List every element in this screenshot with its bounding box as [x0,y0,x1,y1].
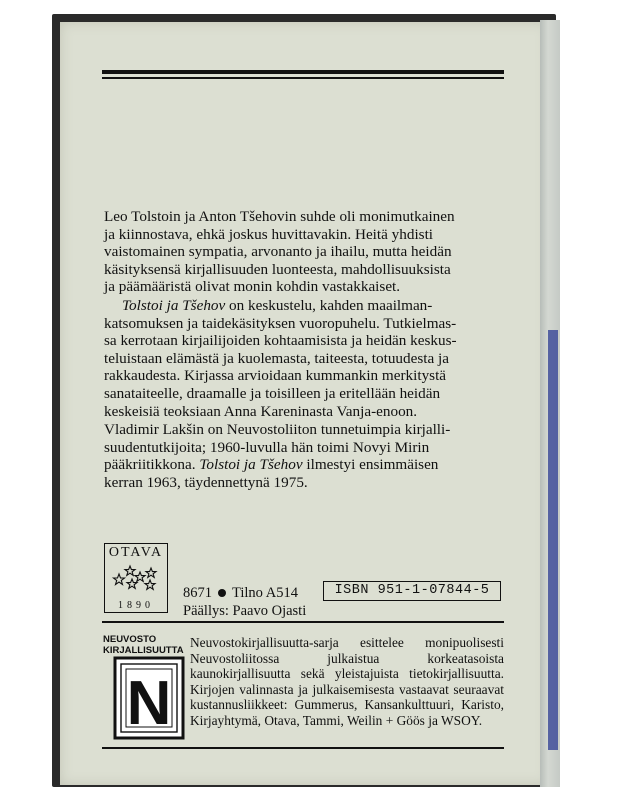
book-info [183,584,306,620]
logo-name: OTAVA [108,545,164,560]
series-description: Neuvostokirjallisuutta-sarja esittelee monipuolisesti Neuvostoliitossa julkaistua korkeatasoista kaunokirjallisuutta sekä yleistajuista tietokirjallisuutta. Kirjojen valinnasta ja julkaisemisesta vastaavat seuraavat kustannusliikkeet: Gummerus, Kansankulttuuri, Karisto, Kirjayhtymä, Otava, Tammi, Weilin + Göös ja WSOY. [190,635,504,728]
text-line: sanataiteelle, draamalle ja toisilleen ja eritellään heidän [104,384,441,402]
text-fragment: ilmestyi ensimmäisen [302,456,439,474]
text-line: sa kerrotaan kirjailijoiden kohtaamisista ja heidän keskus- [104,332,457,350]
order-number: Tilno A514 [232,585,298,601]
series-logo-line1: NEUVOSTO [103,634,157,645]
text-line: katsomuksen ja taidekäsityksen vuoropuhelu. Tutkielmas- [104,314,457,332]
text-fragment: pääkriitikkona. [104,456,200,474]
text-line: käsityksensä kirjallisuuden luonteesta, mahdollisuuksista [104,260,451,278]
text-line: kerran 1963, täydennettynä 1975. [104,473,308,491]
text-line: teluistaan elämästä ja kuolemasta, taiteesta, totuudesta ja [104,349,449,367]
description-paragraph-1 [104,208,504,296]
book-title-italic: Tolstoi ja Tšehov [199,456,303,474]
text-line: ja päämääristä olivat monin kohdin vastakkaiset. [104,278,401,296]
text-line: Vladimir Lakšin on Neuvostoliiton tunnetuimpia kirjalli- [104,421,451,438]
series-logo-letter: N [126,669,172,738]
top-rule-thick [102,70,504,74]
text-line: suudentutkijoita; 1960-luvulla hän toimi Novyi Mirin [104,438,430,456]
text-line: rakkaudesta. Kirjassa arvioidaan kummankin merkitystä [104,367,447,385]
series-logo-icon [101,632,185,740]
series-logo-line2: KIRJALLISUUTTA [103,645,184,656]
middle-rule [102,621,504,623]
text-line: vaistomainen sympatia, arvonanto ja ihailu, mutta heidän [104,243,452,261]
otava-logo [104,543,168,613]
book-title-italic: Tolstoi ja Tšehov [122,297,226,314]
description-paragraph-2 [104,297,504,420]
cover-credit: Päällys: Paavo Ojasti [183,603,307,619]
stars-icon [111,562,161,592]
logo-year: 1890 [118,600,154,611]
info-row [183,584,306,602]
text-line: ja kiinnostava, ehkä joskus huvittavakin. Heitä yhdisti [104,225,434,243]
top-rule-thin [102,77,504,79]
isbn-box: ISBN 951-1-07844-5 [323,581,501,601]
author-bio [104,421,504,491]
spine-color-strip [548,330,558,750]
text-fragment: on keskustelu, kahden maailman- [225,297,433,314]
text-line [104,297,504,315]
bullet-icon [218,589,226,597]
text-line: Leo Tolstoin ja Anton Tšehovin suhde oli monimutkainen [104,208,455,225]
text-line [104,456,504,474]
text-line: keskeisiä teoksiaan Anna Kareninasta Vanja-enoon. [104,402,418,420]
book-number: 8671 [183,585,212,601]
bottom-rule [102,747,504,749]
